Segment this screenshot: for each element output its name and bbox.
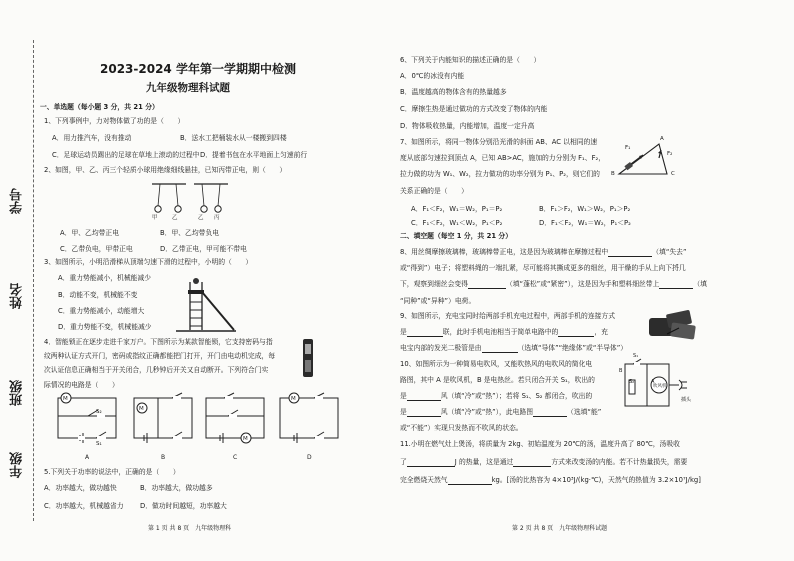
q8-blank-2[interactable] (468, 281, 506, 289)
q10-blank-2[interactable] (407, 409, 441, 417)
q2-label-yi-2: 乙 (198, 215, 204, 221)
switch-label-a-s1: S₁ (96, 441, 102, 447)
hd-label-a: A (651, 379, 655, 385)
motor-label-b: M (139, 406, 144, 412)
q7-option-d: D．F₁＜F₂，W₁＝W₂，P₁＜P₂ (539, 219, 631, 227)
q7-option-b: B．F₁＞F₂，W₁＞W₂，P₁＞P₂ (539, 205, 631, 213)
q11-line3 (400, 476, 701, 485)
q5-option-a: A．功率越大，做功越快 (44, 484, 117, 492)
smart-lock-image (300, 338, 316, 378)
seat-no-label: 学号 (10, 188, 25, 214)
q11-text-3b: kg。[汤的比热容为 4×10³J/(kg·℃)，天然气的热值为 3.2×10⁷J/kg] (491, 476, 701, 484)
q2-option-a: A．甲、乙均带正电 (60, 229, 120, 237)
q1-option-a: A．用力推汽车，没有推动 (52, 134, 132, 142)
circuit-c (200, 392, 270, 444)
q5-option-d: D．做功时间越短，功率越大 (140, 502, 227, 510)
q9-blank-3[interactable] (482, 345, 518, 353)
section1-heading: 一、单选题（每小题 3 分，共 21 分） (40, 103, 159, 111)
exam-subtitle: 九年级物理科试题 (146, 82, 230, 94)
q9-line3 (400, 344, 627, 353)
q6-stem: 6、下列关于内能知识的描述正确的是（ ） (400, 56, 541, 64)
q7-line4: 关系正确的是（ ） (400, 187, 468, 195)
power-bank-image (645, 308, 699, 342)
q8-text-3a: 下，观察到细丝会变得 (400, 280, 468, 288)
q11-text-2a: 了 (400, 458, 407, 466)
q4-line1: 4．智能锁正在逐步走进千家万户。下图所示为某款智能锁，它支持密码与指 (44, 338, 273, 346)
q11-line2 (400, 458, 687, 467)
q10-line4 (400, 408, 601, 417)
circuit-d (274, 392, 344, 444)
incline-label-a: A (660, 136, 664, 142)
q9-text-3a: 电宝内部的发光二极管是由 (400, 344, 482, 352)
q2-stem: 2、如图，甲、乙、丙三个轻质小球用绝缘细线悬挂，已知丙带正电，则（ ） (44, 166, 287, 174)
q4-line2: 纹两种认证方式开门，密码或指纹正确都能把门打开，开门由电动机完成，每 (44, 352, 276, 360)
q10-blank-1[interactable] (407, 393, 441, 401)
q6-option-a: A．0℃的冰没有内能 (400, 72, 465, 80)
q9-text-2b: 联，此时手机电池相当于简单电路中的 (442, 328, 559, 336)
q8-line2: 或“得到”）电子；将塑料绳的一端扎紧，尽可能将其撕成更多的细丝，用干燥的手从上向下捋几 (400, 264, 686, 272)
q11-text-2c: 方式来改变汤的内能。若不计热量损失，需要 (551, 458, 688, 466)
q9-text-3b: （选填“导体”“绝缘体”或“半导体”） (517, 344, 628, 352)
q2-option-d: D．乙带正电，甲可能不带电 (160, 245, 247, 253)
q11-blank-3[interactable] (448, 477, 492, 485)
q6-option-c: C．摩擦生热是通过做功的方式改变了物体的内能 (400, 105, 548, 113)
q1-option-c: C．足球运动员踢出的足球在草地上滚动的过程中 (52, 151, 200, 159)
q3-option-d: D．重力势能不变，机械能减少 (58, 323, 152, 331)
q5-option-b: B．功率越大，做功越多 (140, 484, 213, 492)
incline-label-f1: F₁ (625, 145, 631, 151)
q9-text-2c: ，充 (594, 328, 608, 336)
q8-line3 (400, 280, 707, 289)
q3-option-a: A．重力势能减小，机械能减少 (58, 274, 152, 282)
q11-line1: 11.小明在燃气灶上煲汤，将质量为 2kg、初始温度为 20℃的汤，温度升高了 80℃，汤吸收 (400, 440, 680, 448)
q2-label-jia: 甲 (152, 215, 158, 221)
q10-text-4b: 风（填“冷”或“热”），此电路图 (440, 408, 534, 416)
q10-line5: 或“不能”）实现只发热而不吹风的状态。 (400, 424, 523, 432)
q8-text-3b: （填“蓬松”或“紧密”），这是因为手和塑料细丝带上 (505, 280, 660, 288)
exam-page-2 (397, 0, 794, 561)
q8-line4: “同种”或“异种”）电荷。 (400, 297, 476, 305)
q10-text-4c: （选填“能” (567, 408, 602, 416)
q1-option-d: D．提着书包在水平地面上匀速前行 (200, 151, 308, 159)
q10-line2: 路图，其中 A 是吹风机，B 是电热丝。若只闭合开关 S₁，吹出的 (400, 376, 595, 384)
q9-blank-2[interactable] (558, 329, 594, 337)
circuit-c-label: C (233, 454, 238, 461)
q7-line2: 度从底部匀速拉到顶点 A，已知 AB>AC，施加的力分别为 F₁、F₂， (400, 154, 606, 162)
hd-label-b: B (619, 368, 623, 374)
q9-text-2a: 是 (400, 328, 407, 336)
page-footer-right: 第 2 页 共 8 页 九年级物理科试题 (512, 525, 608, 532)
q10-text-4a: 是 (400, 408, 407, 416)
q4-line4: 际情况的电路是（ ） (44, 381, 119, 389)
switch-label-a-s2: S₂ (96, 409, 102, 415)
q10-line3 (400, 392, 592, 401)
q8-text-3c: （填 (693, 280, 707, 288)
q3-stem: 3、如图所示，小明沿滑梯从顶端匀速下滑的过程中，小明的（ ） (44, 258, 253, 266)
q10-text-3a: 是 (400, 392, 407, 400)
name-label: 姓名 (10, 283, 25, 309)
q5-stem: 5.下列关于功率的说法中，正确的是（ ） (44, 468, 180, 476)
q8-blank-1[interactable] (608, 249, 652, 257)
grade-label: 年级 (10, 452, 25, 478)
motor-label-c: M (243, 436, 248, 442)
q11-blank-2[interactable] (513, 459, 551, 467)
section2-heading: 二、填空题（每空 1 分，共 21 分） (400, 232, 513, 240)
q6-option-b: B．温度越高的物体含有的热量越多 (400, 88, 507, 96)
hd-label-fan: 吹风机 (653, 384, 667, 389)
q6-option-d: D．物体吸收热量，内能增加，温度一定升高 (400, 122, 535, 130)
hd-label-plug: 插头 (681, 397, 692, 403)
q8-line1 (400, 248, 686, 257)
motor-label-d: M (291, 396, 296, 402)
circuit-b-label: B (161, 454, 166, 461)
circuit-a-label: A (85, 454, 90, 461)
q2-label-yi-1: 乙 (172, 215, 178, 221)
q8-blank-3[interactable] (659, 281, 693, 289)
q8-text-1b: （填“失去” (652, 248, 687, 256)
q3-option-b: B．动能不变，机械能不变 (58, 291, 138, 299)
q11-blank-1[interactable] (407, 459, 455, 467)
q1-option-b: B．送水工把桶装水从一楼搬到四楼 (180, 134, 287, 142)
circuit-b (128, 392, 198, 444)
incline-label-f2: F₂ (667, 151, 673, 157)
q7-line1: 7、如图所示，将同一物体分别沿光滑的斜面 AB、AC 以相同的速 (400, 138, 598, 146)
q5-option-c: C．功率越大，机械越省力 (44, 502, 124, 510)
q9-line2 (400, 328, 608, 337)
q2-label-bing: 丙 (214, 215, 220, 221)
q7-option-c: C．F₁＜F₂，W₁＜W₂，P₁＜P₂ (411, 219, 503, 227)
binding-margin (0, 0, 40, 561)
q11-text-2b: J 的热量，这是通过 (454, 458, 514, 466)
q4-line3: 次认证信息正确相当于开关闭合，几秒钟后开关又自动断开。下列符合门实 (44, 366, 269, 374)
q9-blank-1[interactable] (407, 329, 443, 337)
q2-option-c: C．乙带负电，甲带正电 (60, 245, 133, 253)
motor-label-a: M (63, 396, 68, 402)
q7-line3: 拉力做的功为 W₁、W₂，拉力做功的功率分别为 P₁、P₂，则它们的 (400, 170, 600, 178)
circuit-d-label: D (307, 454, 312, 461)
page-footer-left: 第 1 页 共 8 页 九年级物理科 (148, 525, 232, 532)
q10-blank-3[interactable] (533, 409, 567, 417)
q1-stem: 1、下列事例中，力对物体做了功的是（ ） (44, 117, 185, 125)
incline-label-c: C (671, 171, 675, 177)
incline-label-b: B (611, 171, 615, 177)
q9-line1: 9、如图所示，充电宝同时给两部手机充电过程中，两部手机的连接方式 (400, 312, 616, 320)
class-label: 班级 (10, 380, 25, 406)
q10-line1: 10、如图所示为一种简易电吹风，又能吹热风的电吹风的简化电 (400, 360, 593, 368)
q2-option-b: B．甲、乙均带负电 (160, 229, 220, 237)
hd-label-s1: S₁ (633, 353, 639, 359)
cut-line (33, 40, 34, 521)
q11-text-3a: 完全燃烧天然气 (400, 476, 448, 484)
q7-option-a: A．F₁＜F₂，W₁＝W₂，P₁＝P₂ (411, 205, 503, 213)
q8-text-1: 8、用丝绸摩擦玻璃棒，玻璃棒带正电，这是因为玻璃棒在摩擦过程中 (400, 248, 609, 256)
incline-figure (613, 140, 673, 180)
slide-figure (172, 272, 238, 334)
hd-label-s2: S₂ (629, 379, 635, 385)
q3-option-c: C．重力势能减小，动能增大 (58, 307, 145, 315)
exam-title: 2023-2024 学年第一学期期中检测 (100, 62, 296, 76)
q10-text-3b: 风（填“冷”或“热”）；若将 S₁、S₂ 都闭合，吹出的 (440, 392, 593, 400)
